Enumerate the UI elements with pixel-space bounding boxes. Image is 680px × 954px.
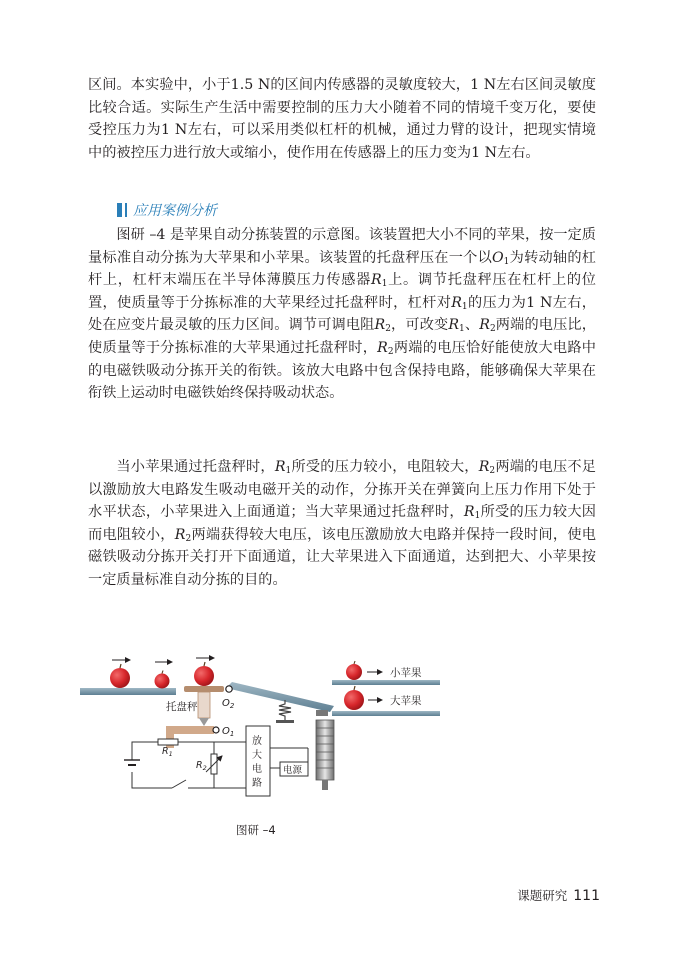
amplifier-label-char: 大 [252, 750, 262, 761]
switch-icon [172, 780, 186, 788]
armature [316, 710, 328, 716]
apple-icon [344, 690, 364, 710]
page-number: 111 [573, 888, 600, 904]
symbol: R [377, 339, 388, 356]
text-run: ，可改变 [390, 317, 449, 334]
label-o2: $O_2$ [222, 698, 235, 710]
symbol: R [374, 317, 386, 334]
symbol-subscript: 2 [387, 346, 394, 357]
symbol-subscript: 2 [185, 533, 192, 544]
text-run: 两端的电压恰好能使放大电路中的电磁铁吸动分拣开关的衔铁。该放大电路中包含保持电路，能够确保大苹果在衔铁上运动时电磁铁始终保持吸动状态。 [88, 339, 596, 402]
text-run: 上。调节托盘秤压在杠杆上的位置，使质量等于分拣标准的大苹果经过托盘秤时，杠杆对 [88, 272, 596, 311]
paragraph-2-text [88, 224, 596, 405]
apple-sorter-diagram [80, 648, 440, 816]
page-footer [517, 886, 600, 904]
text-run: 当小苹果通过托盘秤时， [116, 459, 275, 475]
coil-core [322, 780, 328, 790]
tray-scale-tip-icon [199, 718, 209, 726]
text-run: 图研 –4 是苹果自动分拣装置的示意图。该装置把大小不同的苹果，按一定质量标准自动分拣为大苹果和小苹果。该装置的托盘秤压在一个以 [88, 227, 596, 266]
symbol: R [451, 294, 462, 311]
resistor-r1 [158, 739, 178, 745]
symbol-subscript: 1 [459, 324, 465, 335]
amplifier-label-char: 路 [252, 778, 262, 789]
apple-icon [155, 674, 170, 689]
apple-icon [346, 664, 362, 680]
electromagnet-coil [316, 720, 334, 780]
symbol-subscript: 2 [489, 324, 496, 335]
pivot-o2-icon [226, 686, 232, 692]
left-conveyor-belt [80, 688, 176, 695]
pivot-o1-icon [213, 727, 219, 733]
text-run: 所受的压力较小，电阻较大， [291, 459, 479, 475]
paragraph-2 [88, 224, 596, 405]
paragraph-3-text [88, 456, 596, 592]
label-big-apple: 大苹果 [390, 695, 422, 707]
symbol: R [479, 317, 490, 334]
apple-icon [194, 666, 214, 686]
symbol: R [463, 504, 475, 521]
footer-section-title: 课题研究 [517, 888, 568, 903]
heading-bar-icon [125, 203, 127, 217]
label-power: 电源 [283, 765, 303, 776]
symbol-subscript: 1 [503, 256, 510, 267]
apple-icon [110, 668, 130, 688]
symbol-subscript: 1 [461, 301, 468, 312]
text-run: 两端的电压不足以激励放大电路发生吸动电磁开关的动作，分拣开关在弹簧向上压力作用下处于水平状态，小苹果进入上面通道；当大苹果通过托盘秤时， [88, 459, 596, 521]
symbol-subscript: 2 [489, 466, 496, 476]
paragraph-1 [88, 74, 596, 164]
apple-stem-icon [120, 664, 121, 668]
figure-caption: 图研 –4 [236, 823, 276, 837]
section-heading [117, 200, 217, 220]
paragraph-3 [88, 456, 596, 592]
text-run: 、 [464, 317, 480, 334]
slanted-conveyor-belt [226, 682, 334, 712]
text-run: 所受的压力较大因而电阻较小， [88, 504, 596, 543]
symbol: O [492, 249, 504, 266]
heading-bar-icon [117, 203, 122, 217]
amplifier-label-char: 电 [252, 764, 262, 775]
label-o1: $O_1$ [222, 726, 235, 738]
label-r1: $R_1$ [162, 746, 173, 758]
text-run: 两端的电压比，使质量等于分拣标准的大苹果通过托盘秤时， [88, 317, 596, 356]
apple-stem-icon [204, 662, 205, 666]
text-run: 的压力为1 N左右，处在应变片最灵敏的压力区间。调节可调电阻 [88, 294, 596, 334]
symbol-subscript: 2 [385, 324, 391, 335]
label-tray-scale: 托盘秤 [166, 701, 198, 713]
section-heading-text: 应用案例分析 [133, 203, 217, 219]
spring-base [276, 720, 294, 723]
text-run: 为转动轴的杠杆上，杠杆末端压在半导体薄膜压力传感器 [88, 249, 596, 289]
apple-stem-icon [354, 686, 355, 690]
symbol-subscript: 1 [285, 466, 292, 476]
tray-scale-plate [184, 686, 224, 692]
symbol: R [478, 459, 490, 475]
label-small-apple: 小苹果 [390, 667, 422, 679]
paragraph-1-text: 区间。本实验中，小于1.5 N的区间内传感器的灵敏度较大，1 N左右区间灵敏度比较合适。实际生产生活中需要控制的压力大小随着不同的情境千变万化，要使受控压力为1 N左右，可以采用类似杠杆的机械，通过力臂的设计，把现实情境中的被控压力进行放大或缩小，使作用在传感器上的压力变为1 N左右。 [88, 77, 596, 161]
symbol: R [448, 317, 460, 334]
text-run: 两端获得较大电压，该电压激励放大电路并保持一段时间，使电磁铁吸动分拣开关打开下面通道，让大苹果进入下面通道，达到把大、小苹果按一定质量标准自动分拣的目的。 [88, 526, 596, 588]
symbol: R [274, 459, 286, 475]
spring-icon [279, 700, 291, 720]
lower-channel-belt [332, 711, 440, 716]
apple-stem-icon [354, 661, 355, 664]
symbol-subscript: 1 [381, 279, 388, 290]
label-r2: $R_2$ [196, 760, 207, 772]
apple-stem-icon [162, 671, 163, 674]
upper-channel-belt [332, 680, 440, 685]
symbol-subscript: 1 [474, 511, 481, 522]
symbol: R [371, 272, 382, 289]
symbol: R [174, 526, 186, 543]
tray-scale-stem [198, 692, 210, 718]
amplifier-label-char: 放 [252, 736, 262, 747]
